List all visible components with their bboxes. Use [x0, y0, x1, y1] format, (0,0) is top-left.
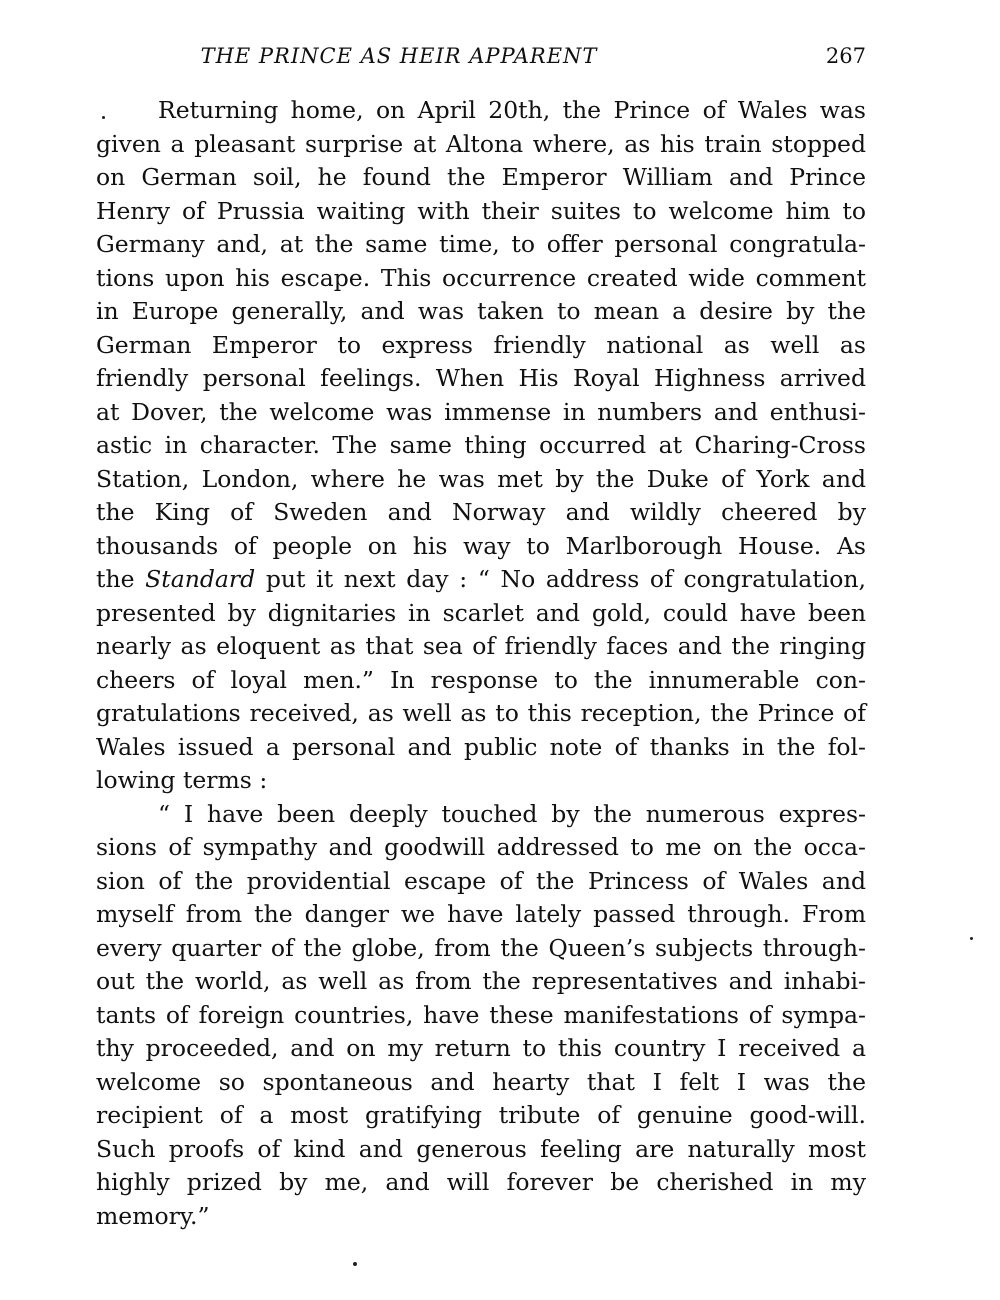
- text-line: presented by dignitaries in scarlet and gold, could have been: [96, 598, 866, 627]
- text-line: memory.”: [96, 1201, 210, 1230]
- text-line: tions upon his escape. This occurrence created wide comment: [96, 263, 866, 292]
- text-line: out the world, as well as from the representatives and inhabi-: [96, 967, 866, 995]
- text-line: cheers of loyal men.” In response to the innumerable con-: [96, 665, 866, 694]
- print-speck: [102, 116, 105, 119]
- text-fragment: put it next day : “ No address of congratulation,: [255, 565, 866, 593]
- text-line: at Dover, the welcome was immense in numbers and enthusi-: [96, 397, 866, 426]
- print-speck: [970, 937, 973, 940]
- text-line: astic in character. The same thing occurred at Charing-Cross: [96, 431, 866, 459]
- page-number: 267: [825, 44, 866, 68]
- text-line: lowing terms :: [96, 766, 268, 794]
- text-line: nearly as eloquent as that sea of friendly faces and the ringing: [96, 632, 866, 660]
- text-line: Returning home, on April 20th, the Prince of Wales was: [158, 96, 866, 124]
- text-line: given a pleasant surprise at Altona where, as his train stopped: [96, 129, 866, 158]
- text-line-standard: [96, 563, 866, 597]
- paragraph-arrival: [96, 94, 866, 798]
- text-fragment: the: [96, 565, 146, 593]
- text-line: thy proceeded, and on my return to this country I received a: [96, 1034, 866, 1062]
- print-speck: [353, 1262, 357, 1266]
- text-line: myself from the danger we have lately passed through. From: [96, 900, 866, 928]
- text-line: Such proofs of kind and generous feeling are naturally most: [96, 1134, 866, 1163]
- running-title: THE PRINCE AS HEIR APPARENT: [200, 44, 598, 68]
- text-line: Germany and, at the same time, to offer personal congratula-: [96, 230, 866, 258]
- text-line: on German soil, he found the Emperor William and Prince: [96, 163, 866, 191]
- text-line: thousands of people on his way to Marlborough House. As: [96, 531, 866, 560]
- text-line: Henry of Prussia waiting with their suites to welcome him to: [96, 196, 866, 225]
- text-line: tants of foreign countries, have these manifestations of sympa-: [96, 1000, 866, 1029]
- text-line: recipient of a most gratifying tribute of genuine good-will.: [96, 1101, 866, 1129]
- text-line: sion of the providential escape of the Princess of Wales and: [96, 866, 866, 895]
- text-line: every quarter of the globe, from the Queen’s subjects through-: [96, 933, 866, 962]
- text-line: “ I have been deeply touched by the numerous expres-: [158, 799, 866, 828]
- text-line: sions of sympathy and goodwill addressed to me on the occa-: [96, 833, 866, 861]
- text-line: gratulations received, as well as to this reception, the Prince of: [96, 699, 866, 727]
- body-text: [96, 94, 866, 1233]
- text-line: welcome so spontaneous and hearty that I felt I was the: [96, 1067, 866, 1096]
- newspaper-title: Standard: [145, 565, 256, 593]
- text-line: Wales issued a personal and public note of thanks in the fol-: [96, 732, 866, 761]
- text-line: highly prized by me, and will forever be cherished in my: [96, 1168, 866, 1196]
- paragraph-letter: [96, 798, 866, 1234]
- running-head: [96, 42, 866, 74]
- text-line: German Emperor to express friendly national as well as: [96, 330, 866, 359]
- text-line: Station, London, where he was met by the Duke of York and: [96, 464, 866, 493]
- text-line: friendly personal feelings. When His Royal Highness arrived: [96, 364, 866, 392]
- text-line: in Europe generally, and was taken to mean a desire by the: [96, 297, 866, 325]
- text-line: the King of Sweden and Norway and wildly cheered by: [96, 498, 866, 526]
